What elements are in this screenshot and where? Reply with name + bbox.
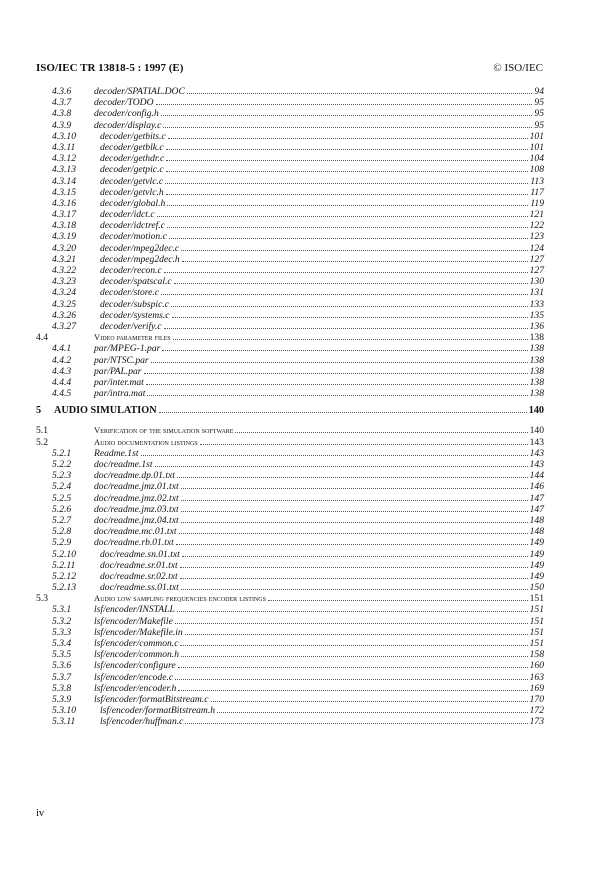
toc-entry-number: 4.3.16	[52, 197, 76, 209]
toc-entry-page: 133	[529, 298, 544, 310]
toc-entry-page: 123	[529, 231, 544, 243]
dot-leader	[166, 194, 529, 195]
toc-entry[interactable]	[36, 120, 544, 131]
toc-entry-page: 135	[529, 309, 544, 321]
toc-entry[interactable]	[36, 683, 544, 694]
toc-entry[interactable]	[36, 526, 544, 537]
toc-entry-number: 4.3.20	[52, 242, 76, 254]
toc-entry[interactable]	[36, 142, 544, 153]
toc-entry-page: 140	[529, 425, 544, 437]
toc-entry-title: par/NTSC.par	[94, 354, 149, 366]
toc-entry[interactable]	[36, 276, 544, 287]
dot-leader	[157, 216, 528, 217]
toc-entry-page: 143	[529, 459, 544, 470]
dot-leader	[217, 712, 528, 713]
toc-entry-title: lsf/encoder/configure	[94, 660, 176, 672]
toc-entry-number: 4.3.22	[52, 265, 76, 276]
dot-leader	[171, 306, 528, 307]
toc-entry-title: decoder/idctref.c	[100, 220, 165, 232]
toc-entry[interactable]	[36, 209, 544, 220]
dot-leader	[163, 127, 532, 128]
toc-entry-number: 5.2.4	[52, 481, 72, 493]
toc-entry-title: lsf/encoder/Makefile	[94, 615, 173, 627]
toc-entry[interactable]	[36, 108, 544, 119]
dot-leader	[211, 701, 528, 702]
toc-entry-number: 4.3.18	[52, 220, 76, 232]
toc-entry-title: decoder/getvlc.c	[100, 175, 164, 187]
toc-entry-title: doc/readme.mc.01.txt	[94, 526, 177, 538]
toc-entry-page: 113	[530, 175, 544, 187]
toc-entry-page: 119	[530, 197, 544, 209]
dot-leader	[164, 272, 528, 273]
toc-entry-title: lsf/encoder/common.h	[94, 649, 179, 661]
toc-entry-title: AUDIO SIMULATION	[54, 405, 157, 417]
toc-entry-title: lsf/encoder/formatBitstream.h	[100, 705, 216, 717]
toc-entry-title: doc/readme.sn.01.txt	[100, 548, 180, 560]
toc-entry-page: 104	[529, 153, 544, 165]
toc-entry-page: 151	[529, 593, 544, 605]
toc-entry[interactable]	[36, 86, 544, 97]
toc-entry[interactable]	[36, 716, 544, 727]
toc-entry-number: 4.4.2	[52, 354, 72, 366]
toc-entry-number: 5.3.4	[52, 638, 72, 649]
toc-entry-page: 160	[529, 660, 544, 672]
toc-entry-page: 124	[529, 242, 544, 254]
toc-entry-number: 5.3.1	[52, 604, 72, 616]
toc-entry-page: 173	[529, 716, 544, 728]
toc-entry-number: 5.1	[36, 425, 48, 437]
dot-leader	[181, 511, 528, 512]
dot-leader	[180, 567, 528, 568]
toc-entry[interactable]	[36, 504, 544, 515]
toc-entry[interactable]	[36, 560, 544, 571]
toc-entry-number: 5.2.9	[52, 537, 72, 549]
toc-entry[interactable]	[36, 310, 544, 321]
toc-entry-title: decoder/getvlc.h	[100, 186, 164, 198]
toc-entry-title: decoder/mpeg2dec.h	[100, 253, 180, 265]
toc-entry-title: lsf/encoder/encoder.h	[94, 682, 177, 694]
toc-entry[interactable]	[36, 187, 544, 198]
toc-entry-number: 5.2.6	[52, 503, 72, 515]
toc-entry-title: decoder/verify.c	[100, 320, 162, 332]
toc-entry[interactable]	[36, 515, 544, 526]
toc-entry-title: doc/readme.jmz.04.txt	[94, 514, 179, 526]
toc-entry-number: 5.3.11	[52, 716, 76, 728]
toc-entry-page: 94	[534, 86, 544, 97]
toc-entry-number: 5.3.2	[52, 615, 72, 627]
toc-entry[interactable]	[36, 153, 544, 164]
toc-entry-page: 172	[529, 705, 544, 717]
toc-entry-number: 4.3.13	[52, 164, 76, 176]
toc-entry[interactable]	[36, 571, 544, 582]
toc-entry-number: 4.3.23	[52, 276, 76, 288]
toc-entry-page: 122	[529, 220, 544, 232]
toc-entry-title: par/intra.mat	[94, 388, 146, 400]
toc-entry-number: 4.4.4	[52, 376, 72, 388]
toc-entry-title: decoder/idct.c	[100, 209, 155, 221]
toc-entry[interactable]	[36, 694, 544, 705]
toc-entry-title: doc/readme.dp.01.txt	[94, 470, 175, 482]
toc-entry-title: par/MPEG-1.par	[94, 343, 161, 355]
toc-entry-page: 149	[529, 570, 544, 582]
toc-entry-title: lsf/encoder/huffman.c	[100, 716, 184, 728]
dot-leader	[147, 395, 527, 396]
toc-entry-page: 150	[529, 582, 544, 594]
toc-entry-page: 138	[529, 376, 544, 388]
table-of-contents	[36, 86, 544, 728]
toc-entry[interactable]	[36, 425, 544, 436]
dot-leader	[187, 93, 533, 94]
toc-entry-page: 148	[529, 526, 544, 538]
toc-entry-number: 4.3.21	[52, 253, 76, 265]
toc-entry-title: decoder/systems.c	[100, 309, 170, 321]
toc-entry[interactable]	[36, 243, 544, 254]
toc-entry[interactable]	[36, 405, 544, 416]
toc-entry-title: decoder/SPATIAL.DOC	[94, 86, 185, 97]
toc-entry-title: doc/readme.1st	[94, 459, 153, 470]
dot-leader	[167, 227, 528, 228]
toc-entry-title: Video parameter files	[94, 332, 171, 343]
toc-entry-number: 4.3.9	[52, 119, 72, 131]
toc-entry-page: 151	[529, 604, 544, 616]
dot-leader	[178, 667, 528, 668]
toc-entry-number: 5.3.6	[52, 660, 72, 672]
toc-entry-title: decoder/config.h	[94, 108, 159, 120]
toc-entry[interactable]	[36, 231, 544, 242]
toc-entry-number: 5.2.13	[52, 582, 76, 594]
toc-entry-page: 149	[529, 559, 544, 571]
toc-entry-title: decoder/global.h	[100, 197, 166, 209]
toc-entry-title: Verification of the simulation software	[94, 425, 234, 436]
dot-leader	[167, 205, 528, 206]
toc-entry-number: 4.3.15	[52, 186, 76, 198]
toc-entry-page: 163	[529, 671, 544, 683]
toc-entry-number: 4.3.7	[52, 97, 72, 109]
toc-entry[interactable]	[36, 355, 544, 366]
toc-entry-title: decoder/display.c	[94, 119, 162, 131]
toc-entry-title: doc/readme.jmz.03.txt	[94, 503, 179, 515]
toc-entry-title: doc/readme.ss.01.txt	[100, 582, 179, 594]
toc-entry-number: 5.2.12	[52, 570, 76, 582]
dot-leader	[177, 611, 528, 612]
dot-leader	[235, 432, 527, 433]
dot-leader	[146, 384, 528, 385]
toc-entry-title: par/inter.mat	[94, 376, 144, 388]
toc-entry-page: 144	[529, 470, 544, 482]
dot-leader	[174, 283, 528, 284]
toc-entry[interactable]	[36, 649, 544, 660]
dot-leader	[168, 138, 528, 139]
toc-entry[interactable]	[36, 481, 544, 492]
toc-entry-page: 117	[530, 186, 544, 198]
dot-leader	[180, 578, 528, 579]
toc-entry-number: 4.3.19	[52, 231, 76, 243]
dot-leader	[176, 544, 528, 545]
toc-entry-number: 5.3	[36, 593, 48, 605]
toc-entry-number: 4.3.14	[52, 175, 76, 187]
toc-entry-number: 4.4	[36, 332, 48, 344]
toc-entry[interactable]	[36, 537, 544, 548]
toc-entry-number: 4.4.3	[52, 365, 72, 377]
toc-entry-number: 5.2.3	[52, 470, 72, 482]
toc-entry-number: 5.2	[36, 436, 48, 448]
toc-entry-title: Readme.1st	[94, 447, 139, 459]
toc-entry[interactable]	[36, 343, 544, 354]
toc-entry[interactable]	[36, 459, 544, 470]
toc-entry-page: 146	[529, 481, 544, 493]
dot-leader	[185, 634, 528, 635]
toc-entry-title: lsf/encoder/INSTALL	[94, 604, 175, 616]
toc-entry[interactable]	[36, 164, 544, 175]
toc-entry-title: doc/readme.jmz.02.txt	[94, 492, 179, 504]
toc-entry-title: Audio low sampling frequencies encoder listings	[94, 593, 266, 604]
dot-leader	[159, 412, 527, 413]
dot-leader	[180, 645, 527, 646]
toc-entry-number: 5.2.1	[52, 447, 72, 459]
toc-entry[interactable]	[36, 660, 544, 671]
toc-entry-page: 169	[529, 682, 544, 694]
toc-entry-number: 4.3.6	[52, 86, 72, 97]
dot-leader	[164, 328, 528, 329]
toc-entry[interactable]	[36, 616, 544, 627]
toc-entry-title: lsf/encoder/common.c	[94, 638, 179, 649]
dot-leader	[156, 104, 533, 105]
toc-entry-page: 147	[529, 492, 544, 504]
toc-entry-page: 127	[529, 253, 544, 265]
toc-entry-number: 4.3.12	[52, 153, 76, 165]
dot-leader	[161, 115, 533, 116]
dot-leader	[173, 339, 528, 340]
toc-entry[interactable]	[36, 265, 544, 276]
toc-entry-title: decoder/mpeg2dec.c	[100, 242, 180, 254]
toc-entry[interactable]	[36, 377, 544, 388]
toc-entry[interactable]	[36, 332, 544, 343]
toc-entry-title: lsf/encoder/encode.c	[94, 671, 174, 683]
toc-entry-number: 4.3.24	[52, 287, 76, 299]
toc-entry-number: 4.3.25	[52, 298, 76, 310]
dot-leader	[181, 656, 528, 657]
dot-leader	[181, 488, 528, 489]
toc-entry[interactable]	[36, 131, 544, 142]
toc-entry-title: decoder/recon.c	[100, 265, 162, 276]
toc-entry[interactable]	[36, 604, 544, 615]
dot-leader	[181, 250, 527, 251]
dot-leader	[179, 533, 528, 534]
toc-entry[interactable]	[36, 176, 544, 187]
toc-entry-number: 4.3.26	[52, 309, 76, 321]
toc-entry[interactable]	[36, 198, 544, 209]
toc-entry-number: 4.4.5	[52, 388, 72, 400]
toc-entry[interactable]	[36, 254, 544, 265]
toc-entry[interactable]	[36, 437, 544, 448]
toc-entry-title: doc/readme.jmz.01.txt	[94, 481, 179, 493]
dot-leader	[177, 477, 528, 478]
toc-entry-page: 149	[529, 537, 544, 549]
toc-entry[interactable]	[36, 493, 544, 504]
toc-entry-title: decoder/subspic.c	[100, 298, 170, 310]
toc-entry-title: decoder/getbits.c	[100, 130, 166, 142]
toc-entry[interactable]	[36, 321, 544, 332]
toc-entry-page: 140	[528, 405, 544, 417]
running-header-copyright: © ISO/IEC	[493, 62, 543, 74]
toc-entry-title: doc/readme.sr.01.txt	[100, 559, 178, 571]
toc-entry[interactable]	[36, 549, 544, 560]
toc-entry-number: 5.3.9	[52, 693, 72, 705]
toc-entry-page: 138	[529, 388, 544, 400]
toc-entry-title: doc/readme.sr.02.txt	[100, 570, 178, 582]
toc-entry-title: decoder/gethdr.c	[100, 153, 165, 165]
toc-entry-page: 143	[529, 447, 544, 459]
toc-entry-page: 108	[529, 164, 544, 176]
toc-entry-number: 4.3.17	[52, 209, 76, 221]
toc-entry-title: par/PAL.par	[94, 365, 142, 377]
toc-entry-title: lsf/encoder/formatBitstream.c	[94, 693, 209, 705]
toc-entry-number: 4.3.10	[52, 130, 76, 142]
toc-entry[interactable]	[36, 366, 544, 377]
toc-entry[interactable]	[36, 582, 544, 593]
toc-entry-page: 136	[529, 320, 544, 332]
toc-entry-title: decoder/spatscal.c	[100, 276, 172, 288]
toc-entry-page: 149	[529, 548, 544, 560]
toc-entry[interactable]	[36, 593, 544, 604]
dot-leader	[166, 149, 528, 150]
toc-entry-page: 101	[529, 141, 544, 153]
toc-entry-number: 4.4.1	[52, 343, 72, 355]
toc-entry-page: 121	[529, 209, 544, 221]
toc-entry-page: 148	[529, 514, 544, 526]
toc-entry-number: 5.2.8	[52, 526, 72, 538]
toc-entry-title: decoder/TODO	[94, 97, 154, 109]
dot-leader	[181, 500, 528, 501]
dot-leader	[185, 723, 527, 724]
toc-entry-title: decoder/getpic.c	[100, 164, 164, 176]
toc-entry[interactable]	[36, 470, 544, 481]
dot-leader	[172, 317, 528, 318]
toc-entry[interactable]	[36, 638, 544, 649]
dot-leader	[178, 690, 527, 691]
toc-entry-page: 151	[529, 626, 544, 638]
toc-entry[interactable]	[36, 220, 544, 231]
toc-entry-page: 101	[529, 130, 544, 142]
dot-leader	[181, 589, 528, 590]
toc-entry-title: decoder/motion.c	[100, 231, 167, 243]
toc-entry-number: 5.3.8	[52, 682, 72, 694]
dot-leader	[165, 183, 528, 184]
toc-entry-page: 138	[529, 343, 544, 355]
toc-entry-page: 131	[529, 287, 544, 299]
dot-leader	[169, 238, 528, 239]
dot-leader	[166, 171, 528, 172]
toc-entry-number: 4.3.8	[52, 108, 72, 120]
toc-entry[interactable]	[36, 672, 544, 683]
toc-entry-title: decoder/store.c	[100, 287, 160, 299]
dot-leader	[161, 294, 528, 295]
dot-leader	[200, 444, 528, 445]
toc-entry-number: 4.3.27	[52, 320, 76, 332]
toc-entry-number: 5.2.10	[52, 548, 76, 560]
toc-entry-number: 5.3.3	[52, 626, 72, 638]
dot-leader	[166, 160, 527, 161]
toc-entry-number: 5.3.5	[52, 649, 72, 661]
running-header-standard: ISO/IEC TR 13818-5 : 1997 (E)	[36, 62, 184, 74]
toc-entry-page: 138	[529, 365, 544, 377]
toc-entry-page: 138	[529, 354, 544, 366]
toc-entry-number: 5.2.5	[52, 492, 72, 504]
toc-entry[interactable]	[36, 448, 544, 459]
toc-entry-number: 5.2.7	[52, 514, 72, 526]
toc-entry-number: 5.3.7	[52, 671, 72, 683]
dot-leader	[175, 623, 528, 624]
dot-leader	[182, 261, 528, 262]
toc-entry-page: 95	[534, 97, 544, 109]
toc-entry-page: 95	[534, 119, 544, 131]
toc-entry-page: 151	[529, 615, 544, 627]
toc-entry-page: 95	[534, 108, 544, 120]
toc-entry[interactable]	[36, 388, 544, 399]
dot-leader	[181, 522, 528, 523]
toc-entry[interactable]	[36, 287, 544, 298]
dot-leader	[155, 466, 528, 467]
toc-entry[interactable]	[36, 299, 544, 310]
dot-leader	[175, 679, 527, 680]
toc-entry-title: decoder/getblk.c	[100, 141, 164, 153]
toc-entry-page: 138	[529, 332, 544, 344]
toc-entry-number: 5.2.11	[52, 559, 76, 571]
toc-entry-number: 5.3.10	[52, 705, 76, 717]
toc-entry-page: 143	[529, 436, 544, 448]
toc-entry[interactable]	[36, 627, 544, 638]
page-number: iv	[36, 808, 45, 819]
toc-entry[interactable]	[36, 97, 544, 108]
toc-entry-page: 158	[529, 649, 544, 661]
dot-leader	[144, 373, 528, 374]
dot-leader	[151, 362, 528, 363]
toc-entry-page: 170	[529, 693, 544, 705]
toc-entry[interactable]	[36, 705, 544, 716]
toc-entry-number: 5	[36, 405, 42, 417]
toc-entry-number: 5.2.2	[52, 459, 72, 470]
toc-entry-number: 4.3.11	[52, 141, 76, 153]
dot-leader	[268, 600, 528, 601]
toc-entry-title: Audio documentation listings	[94, 436, 198, 447]
dot-leader	[141, 455, 528, 456]
toc-entry-page: 147	[529, 503, 544, 515]
dot-leader	[182, 556, 528, 557]
toc-entry-title: lsf/encoder/Makefile.in	[94, 626, 183, 638]
toc-entry-page: 130	[529, 276, 544, 288]
toc-entry-title: doc/readme.rb.01.txt	[94, 537, 174, 549]
toc-entry-page: 127	[529, 265, 544, 276]
dot-leader	[162, 350, 527, 351]
toc-entry-page: 151	[529, 638, 544, 649]
